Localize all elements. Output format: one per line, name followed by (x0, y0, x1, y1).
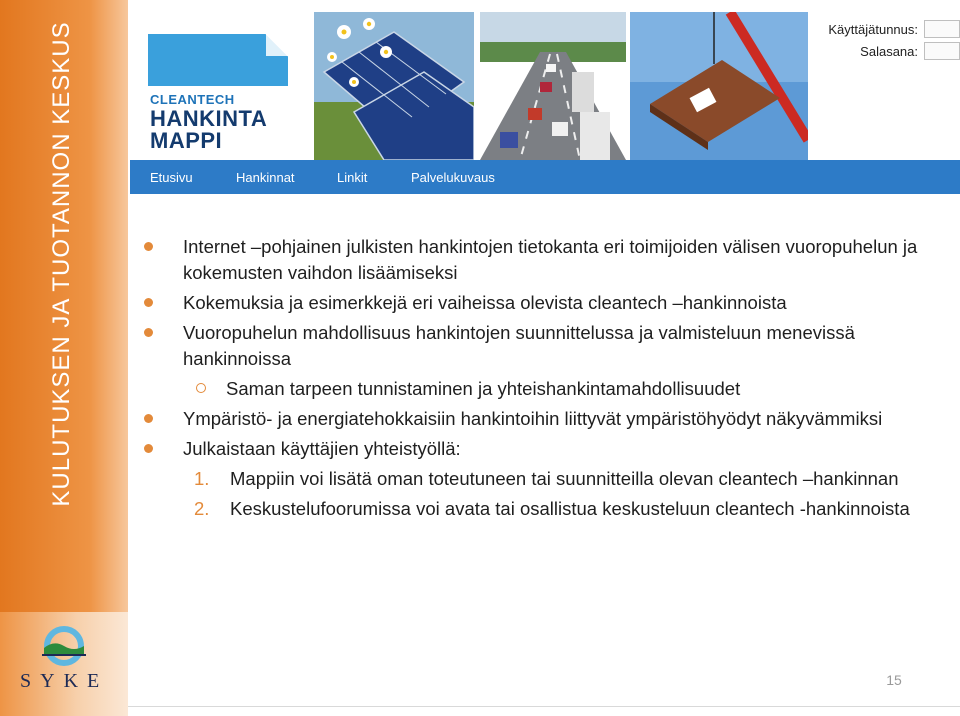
sub-bullet-item (140, 376, 920, 402)
syke-emblem-icon (40, 626, 88, 666)
nav-item-etusivu[interactable]: Etusivu (150, 170, 193, 185)
bullet-text: Ympäristö- ja energiatehokkaisiin hankintoihin liittyvät ympäristöhyödyt näkyvämmiksi (183, 408, 883, 429)
bullet-text: Kokemuksia ja esimerkkejä eri vaiheissa olevista cleantech –hankinnoista (183, 292, 787, 313)
numbered-item (140, 466, 920, 492)
hollow-circle-icon (196, 383, 206, 393)
password-label: Salasana: (860, 44, 918, 59)
logo-line-mappi: MAPPI (150, 128, 223, 153)
syke-logo (0, 612, 128, 716)
bullet-dot-icon (144, 444, 153, 453)
numbered-text: Mappiin voi lisätä oman toteutuneen tai suunnitteilla olevan cleantech –hankinnan (230, 468, 899, 489)
bullet-item (140, 320, 920, 372)
sidebar-title: KULUTUKSEN JA TUOTANNON KESKUS (48, 21, 75, 507)
bullet-item (140, 406, 920, 432)
syke-logo-text: SYKE (20, 670, 109, 692)
nav-item-hankinnat[interactable]: Hankinnat (236, 170, 295, 185)
username-input[interactable] (924, 20, 960, 38)
login-box (816, 22, 960, 66)
cleantech-logo (148, 34, 298, 154)
solar-panels-photo (314, 12, 474, 160)
password-input[interactable] (924, 42, 960, 60)
number-marker: 1. (194, 468, 210, 489)
bullet-dot-icon (144, 414, 153, 423)
bullet-dot-icon (144, 242, 153, 251)
footer-divider (128, 706, 960, 707)
bullet-item (140, 290, 920, 316)
nav-item-palvelukuvaus[interactable]: Palvelukuvaus (411, 170, 495, 185)
traffic-photo (480, 12, 626, 160)
slide-content (140, 234, 920, 526)
nav-item-linkit[interactable]: Linkit (337, 170, 368, 185)
bullet-text: Julkaistaan käyttäjien yhteistyöllä: (183, 438, 461, 459)
bullet-item (140, 234, 920, 286)
bullet-text: Internet –pohjainen julkisten hankintojen tietokanta eri toimijoiden välisen vuoropuhelun ja kokemusten vaihdon lisäämiseksi (183, 236, 918, 283)
bullet-dot-icon (144, 298, 153, 307)
username-label: Käyttäjätunnus: (828, 22, 918, 37)
logo-line-cleantech: CLEANTECH (150, 92, 235, 107)
document-icon (148, 34, 288, 86)
bullet-dot-icon (144, 328, 153, 337)
crane-photo (630, 12, 808, 160)
website-banner (130, 0, 960, 196)
bullet-item (140, 436, 920, 462)
sub-bullet-text: Saman tarpeen tunnistaminen ja yhteishankintamahdollisuudet (226, 378, 741, 399)
nav-bar (130, 160, 960, 194)
page-number: 15 (886, 672, 902, 688)
logo-line-hankinta: HANKINTA (150, 106, 268, 131)
numbered-text: Keskustelufoorumissa voi avata tai osallistua keskusteluun cleantech -hankinnoista (230, 498, 910, 519)
number-marker: 2. (194, 498, 210, 519)
bullet-text: Vuoropuhelun mahdollisuus hankintojen suunnittelussa ja valmisteluun menevissä hankinnoissa (183, 322, 855, 369)
sidebar (0, 0, 128, 716)
numbered-item (140, 496, 920, 522)
